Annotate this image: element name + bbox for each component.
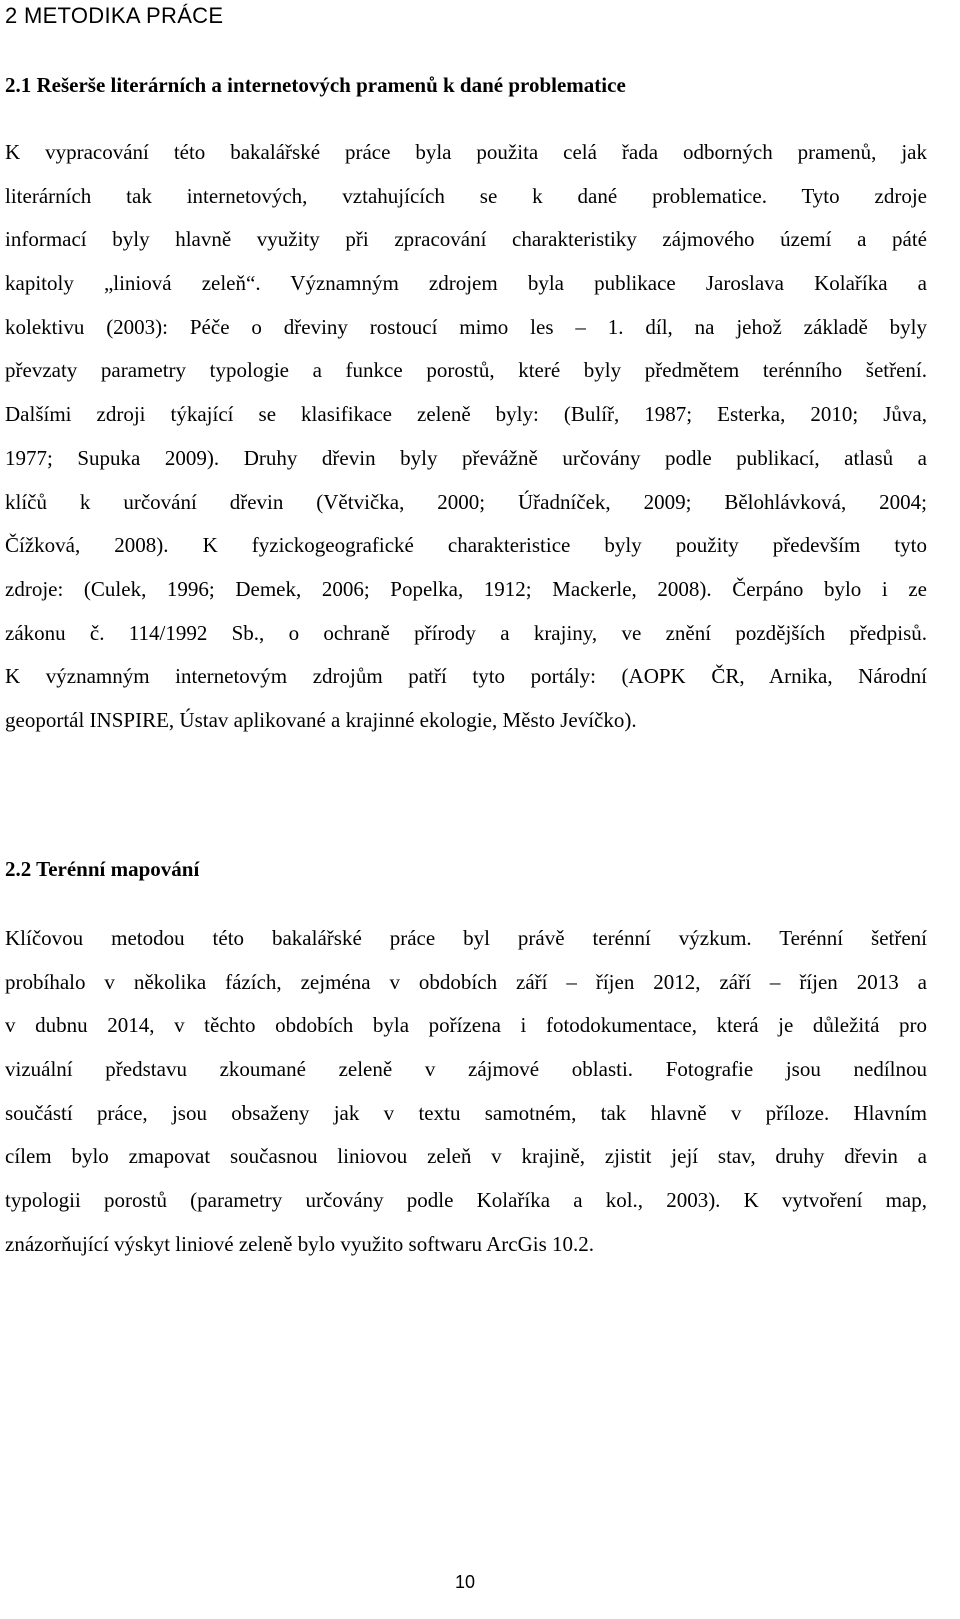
paragraph-line: součástí práce, jsou obsaženy jak v textu samotném, tak hlavně v příloze. Hlavním [5,1100,927,1125]
paragraph-field-mapping [5,917,927,1267]
paragraph-line: zdroje: (Culek, 1996; Demek, 2006; Popelka, 1912; Mackerle, 2008). Čerpáno bylo i ze [5,576,927,601]
paragraph-line: kolektivu (2003): Péče o dřeviny rostoucí mimo les – 1. díl, na jehož základě byly [5,314,927,339]
paragraph-line: informací byly hlavně využity při zpracování charakteristiky zájmového území a páté [5,227,927,252]
paragraph-line: probíhalo v několika fázích, zejména v obdobích září – říjen 2012, září – říjen 2013 a [5,969,927,994]
paragraph-line: vizuální představu zkoumané zeleně v zájmové oblasti. Fotografie jsou nedílnou [5,1057,927,1082]
chapter-heading: 2 METODIKA PRÁCE [5,3,224,28]
paragraph-line: K významným internetovým zdrojům patří tyto portály: (AOPK ČR, Arnika, Národní [5,664,927,689]
paragraph-line: kapitoly „liniová zeleň“. Významným zdrojem byla publikace Jaroslava Kolaříka a [5,271,927,296]
paragraph-line: zákonu č. 114/1992 Sb., o ochraně přírody a krajiny, ve znění pozdějších předpisů. [5,620,927,645]
paragraph-line: klíčů k určování dřevin (Větvička, 2000; Úřadníček, 2009; Bělohlávková, 2004; [5,489,927,514]
paragraph-line: Dalšími zdroji týkající se klasifikace zeleně byly: (Bulíř, 1987; Esterka, 2010; Jůva, [5,402,927,427]
paragraph-line: v dubnu 2014, v těchto obdobích byla pořízena i fotodokumentace, která je důležitá pro [5,1013,927,1038]
paragraph-line: znázorňující výskyt liniové zeleně bylo využito softwaru ArcGis 10.2. [5,1231,595,1256]
paragraph-line: typologii porostů (parametry určovány podle Kolaříka a kol., 2003). K vytvoření map, [5,1188,927,1213]
paragraph-line: Čížková, 2008). K fyzickogeografické charakteristice byly použity především tyto [5,533,927,558]
paragraph-line: geoportál INSPIRE, Ústav aplikované a krajinné ekologie, Město Jevíčko). [5,707,637,732]
page-number: 10 [454,1572,476,1592]
paragraph-line: převzaty parametry typologie a funkce porostů, které byly předmětem terénního šetření. [5,358,927,383]
paragraph-line: Klíčovou metodou této bakalářské práce byl právě terénní výzkum. Terénní šetření [5,926,927,950]
paragraph-literature-review [5,131,927,743]
paragraph-line: literárních tak internetových, vztahujících se k dané problematice. Tyto zdroje [5,183,927,208]
paragraph-line: cílem bylo zmapovat současnou liniovou zeleň v krajině, zjistit její stav, druhy dřevin a [5,1144,927,1169]
paragraph-line: K vypracování této bakalářské práce byla použita celá řada odborných pramenů, jak [5,140,927,164]
section-heading-2-2: 2.2 Terénní mapování [5,857,200,881]
section-heading-2-1: 2.1 Rešerše literárních a internetových pramenů k dané problematice [5,73,626,97]
paragraph-line: 1977; Supuka 2009). Druhy dřevin byly převážně určovány podle publikací, atlasů a [5,445,927,470]
